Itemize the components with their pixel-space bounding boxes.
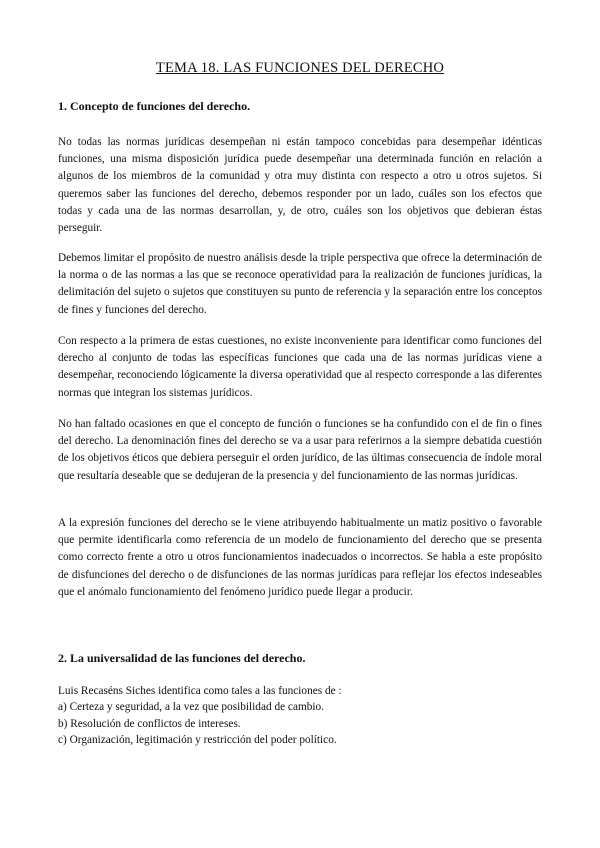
list-item: b) Resolución de conflictos de intereses. — [58, 717, 241, 730]
section-2-heading: 2. La universalidad de las funciones del derecho. — [58, 651, 306, 665]
list-item: a) Certeza y seguridad, a la vez que posibilidad de cambio. — [58, 701, 325, 713]
section-1-paragraph-5: A la expresión funciones del derecho se le viene atribuyendo habitualmente un matiz positivo o favorable que permite identificarla como referencia de un modelo de funcionamiento del derecho que se presenta como correcto frente a otro u otros funcionamientos inadecuados o incorrectos. Se habla a este propósito de disfunciones del derecho o de disfunciones de las normas jurídicas para reflejar los efectos indeseables que el anómalo funcionamiento del fenómeno jurídico puede llegar a producir. — [58, 517, 542, 598]
document-title: TEMA 18. LAS FUNCIONES DEL DERECHO — [155, 60, 445, 76]
section-1-paragraph-2: Debemos limitar el propósito de nuestro análisis desde la triple perspectiva que ofrece la determinación de la norma o de las normas a las que se reconoce operatividad para la realización de funciones jurídicas, la delimitación del sujeto o sujetos que constituyen su punto de referencia y la separación entre los conceptos de fines y funciones del derecho. — [58, 252, 542, 316]
section-1-paragraph-1: No todas las normas jurídicas desempeñan ni están tampoco concebidas para desempeñar idénticas funciones, una misma disposición jurídica puede desempeñar una determinada función en relación a algunos de los miembros de la comunidad y otra muy distinta con respecto a otro u otros sujetos. Si queremos saber las funciones del derecho, debemos responder por un lado, cuáles son los efectos que todas y cada una de las normas desarrollan, y, de otro, cuáles son los objetivos que debieran éstas perseguir. — [58, 136, 542, 235]
section-1-paragraph-3: Con respecto a la primera de estas cuestiones, no existe inconveniente para identificar como funciones del derecho al conjunto de todas las específicas funciones que cada una de las normas jurídicas viene a desempeñar, reconociendo lógicamente la diversa operatividad que al respecto corresponde a las diferentes normas que integran los sistemas jurídicos. — [58, 335, 542, 399]
section-1-paragraph-4: No han faltado ocasiones en que el concepto de función o funciones se ha confundido con el de fin o fines del derecho. La denominación fines del derecho se va a usar para referirnos a la siempre debatida cuestión de los objetivos éticos que debiera perseguir el orden jurídico, de las últimas consecuencia de índole moral que resultaría deseable que se dedujeran de la presencia y del funcionamiento de las normas jurídicas. — [58, 418, 542, 482]
section-1-heading: 1. Concepto de funciones del derecho. — [58, 99, 251, 113]
section-2-intro: Luis Recaséns Siches identifica como tales a las funciones de : — [58, 685, 342, 697]
list-item: c) Organización, legitimación y restricción del poder político. — [58, 734, 337, 746]
functions-list — [58, 699, 542, 749]
